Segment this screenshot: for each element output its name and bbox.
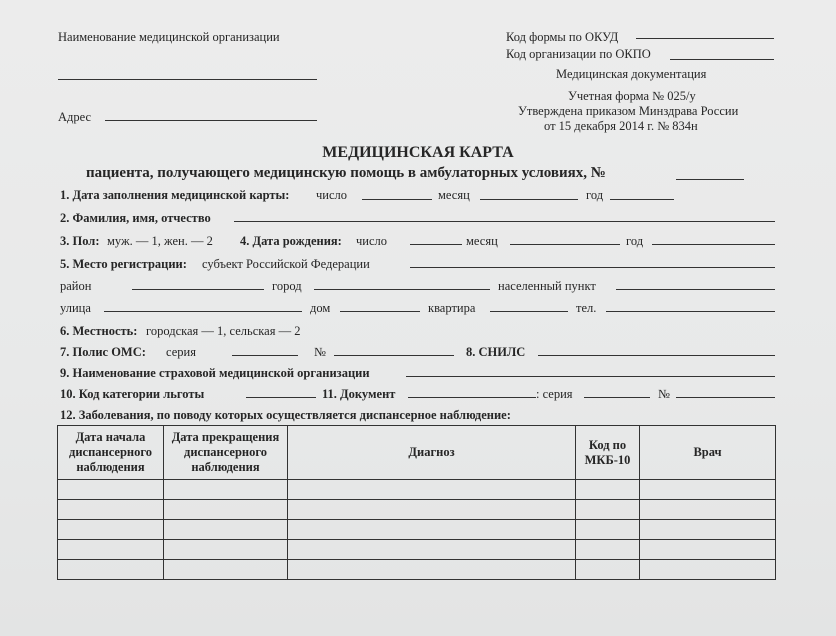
address-line[interactable] — [105, 120, 317, 121]
header-end-date: Дата прекращения диспансерного наблюдения — [164, 426, 288, 480]
field-11-series-line[interactable] — [584, 397, 650, 398]
field-1-day-label: число — [316, 188, 348, 202]
address-label: Адрес — [58, 110, 92, 124]
field-12-label: 12. Заболевания, по поводу которых осуществляется диспансерное наблюдение: — [60, 408, 511, 422]
field-5-city-line[interactable] — [314, 289, 490, 290]
field-5-settlement-label: населенный пункт — [498, 279, 596, 293]
field-4-month-label: месяц — [466, 234, 498, 248]
table-cell[interactable] — [288, 540, 576, 560]
field-11-label: 11. Документ — [322, 387, 396, 401]
okud-label: Код формы по ОКУД — [506, 30, 619, 44]
field-9-label: 9. Наименование страховой медицинской организации — [60, 366, 370, 380]
field-10-line[interactable] — [246, 397, 316, 398]
card-number-line[interactable] — [676, 179, 744, 180]
field-7-label: 7. Полис ОМС: — [60, 345, 146, 359]
field-4-day-line[interactable] — [410, 244, 462, 245]
dispensary-table — [57, 425, 776, 580]
field-10-label: 10. Код категории льготы — [60, 387, 205, 401]
page-title: МЕДИЦИНСКАЯ КАРТА — [322, 144, 514, 161]
field-1-month-label: месяц — [438, 188, 470, 202]
table-cell[interactable] — [58, 520, 164, 540]
table-cell[interactable] — [164, 560, 288, 580]
field-5-phone-line[interactable] — [606, 311, 775, 312]
table-cell[interactable] — [640, 560, 776, 580]
table-cell[interactable] — [640, 480, 776, 500]
field-5-settlement-line[interactable] — [616, 289, 775, 290]
field-6-label: 6. Местность: — [60, 324, 138, 338]
table-cell[interactable] — [640, 540, 776, 560]
okud-line[interactable] — [636, 38, 774, 39]
header-doctor: Врач — [640, 426, 776, 480]
field-1-year-line[interactable] — [610, 199, 674, 200]
okpo-label: Код организации по ОКПО — [506, 47, 651, 61]
table-cell[interactable] — [576, 520, 640, 540]
field-1-day-line[interactable] — [362, 199, 432, 200]
field-4-label: 4. Дата рождения: — [240, 234, 342, 248]
field-3-values: муж. — 1, жен. — 2 — [107, 234, 213, 248]
table-cell[interactable] — [576, 480, 640, 500]
field-1-month-line[interactable] — [480, 199, 578, 200]
table-cell[interactable] — [288, 560, 576, 580]
approved-date: от 15 декабря 2014 г. № 834н — [544, 119, 698, 133]
field-11-series-label: : серия — [536, 387, 573, 401]
header-start-date: Дата начала диспансерного наблюдения — [58, 426, 164, 480]
field-7-number-label: № — [314, 345, 326, 359]
field-5-subject-line[interactable] — [410, 267, 775, 268]
table-cell[interactable] — [576, 560, 640, 580]
table-cell[interactable] — [164, 500, 288, 520]
table-cell[interactable] — [640, 500, 776, 520]
table-cell[interactable] — [58, 500, 164, 520]
field-7-series-line[interactable] — [232, 355, 298, 356]
table-cell[interactable] — [164, 540, 288, 560]
field-11-line[interactable] — [408, 397, 536, 398]
field-11-number-label: № — [658, 387, 670, 401]
field-7-number-line[interactable] — [334, 355, 454, 356]
field-5-street-label: улица — [60, 301, 91, 315]
table-cell[interactable] — [288, 480, 576, 500]
table-cell[interactable] — [288, 500, 576, 520]
table-cell[interactable] — [576, 540, 640, 560]
field-5-street-line[interactable] — [104, 311, 302, 312]
field-2-line[interactable] — [234, 221, 775, 222]
table-cell[interactable] — [58, 480, 164, 500]
table-cell[interactable] — [640, 520, 776, 540]
field-7-series-label: серия — [166, 345, 196, 359]
table-cell[interactable] — [576, 500, 640, 520]
approved-by: Утверждена приказом Минздрава России — [518, 104, 739, 118]
table-row — [58, 480, 776, 500]
field-4-day-label: число — [356, 234, 388, 248]
table-cell[interactable] — [164, 520, 288, 540]
field-5-house-line[interactable] — [340, 311, 420, 312]
field-5-district-label: район — [60, 279, 92, 293]
field-5-city-label: город — [272, 279, 302, 293]
form-number: Учетная форма № 025/у — [568, 89, 696, 103]
header-icd10: Код по МКБ-10 — [576, 426, 640, 480]
field-5-subject-label: субъект Российской Федерации — [202, 257, 370, 271]
field-5-apartment-line[interactable] — [490, 311, 568, 312]
field-1-label: 1. Дата заполнения медицинской карты: — [60, 188, 290, 202]
field-4-year-line[interactable] — [652, 244, 775, 245]
page-subtitle: пациента, получающего медицинскую помощь в амбулаторных условиях, № — [86, 165, 606, 181]
field-1-year-label: год — [586, 188, 604, 202]
field-9-line[interactable] — [406, 376, 775, 377]
table-header-row — [58, 426, 776, 480]
table-row — [58, 560, 776, 580]
table-cell[interactable] — [58, 540, 164, 560]
field-5-label: 5. Место регистрации: — [60, 257, 187, 271]
table-row — [58, 500, 776, 520]
header-diagnosis: Диагноз — [288, 426, 576, 480]
okpo-line[interactable] — [670, 59, 774, 60]
field-2-label: 2. Фамилия, имя, отчество — [60, 211, 211, 225]
field-4-year-label: год — [626, 234, 644, 248]
field-5-house-label: дом — [310, 301, 331, 315]
field-8-line[interactable] — [538, 355, 775, 356]
field-5-apartment-label: квартира — [428, 301, 476, 315]
org-name-label: Наименование медицинской организации — [58, 30, 280, 44]
field-5-district-line[interactable] — [132, 289, 264, 290]
field-3-label: 3. Пол: — [60, 234, 100, 248]
table-row — [58, 520, 776, 540]
field-5-phone-label: тел. — [576, 301, 597, 315]
table-cell[interactable] — [164, 480, 288, 500]
table-cell[interactable] — [288, 520, 576, 540]
doc-type: Медицинская документация — [556, 67, 707, 81]
table-cell[interactable] — [58, 560, 164, 580]
field-4-month-line[interactable] — [510, 244, 620, 245]
field-6-values: городская — 1, сельская — 2 — [146, 324, 301, 338]
org-name-line[interactable] — [58, 79, 317, 80]
field-8-label: 8. СНИЛС — [466, 345, 526, 359]
table-row — [58, 540, 776, 560]
field-11-number-line[interactable] — [676, 397, 775, 398]
